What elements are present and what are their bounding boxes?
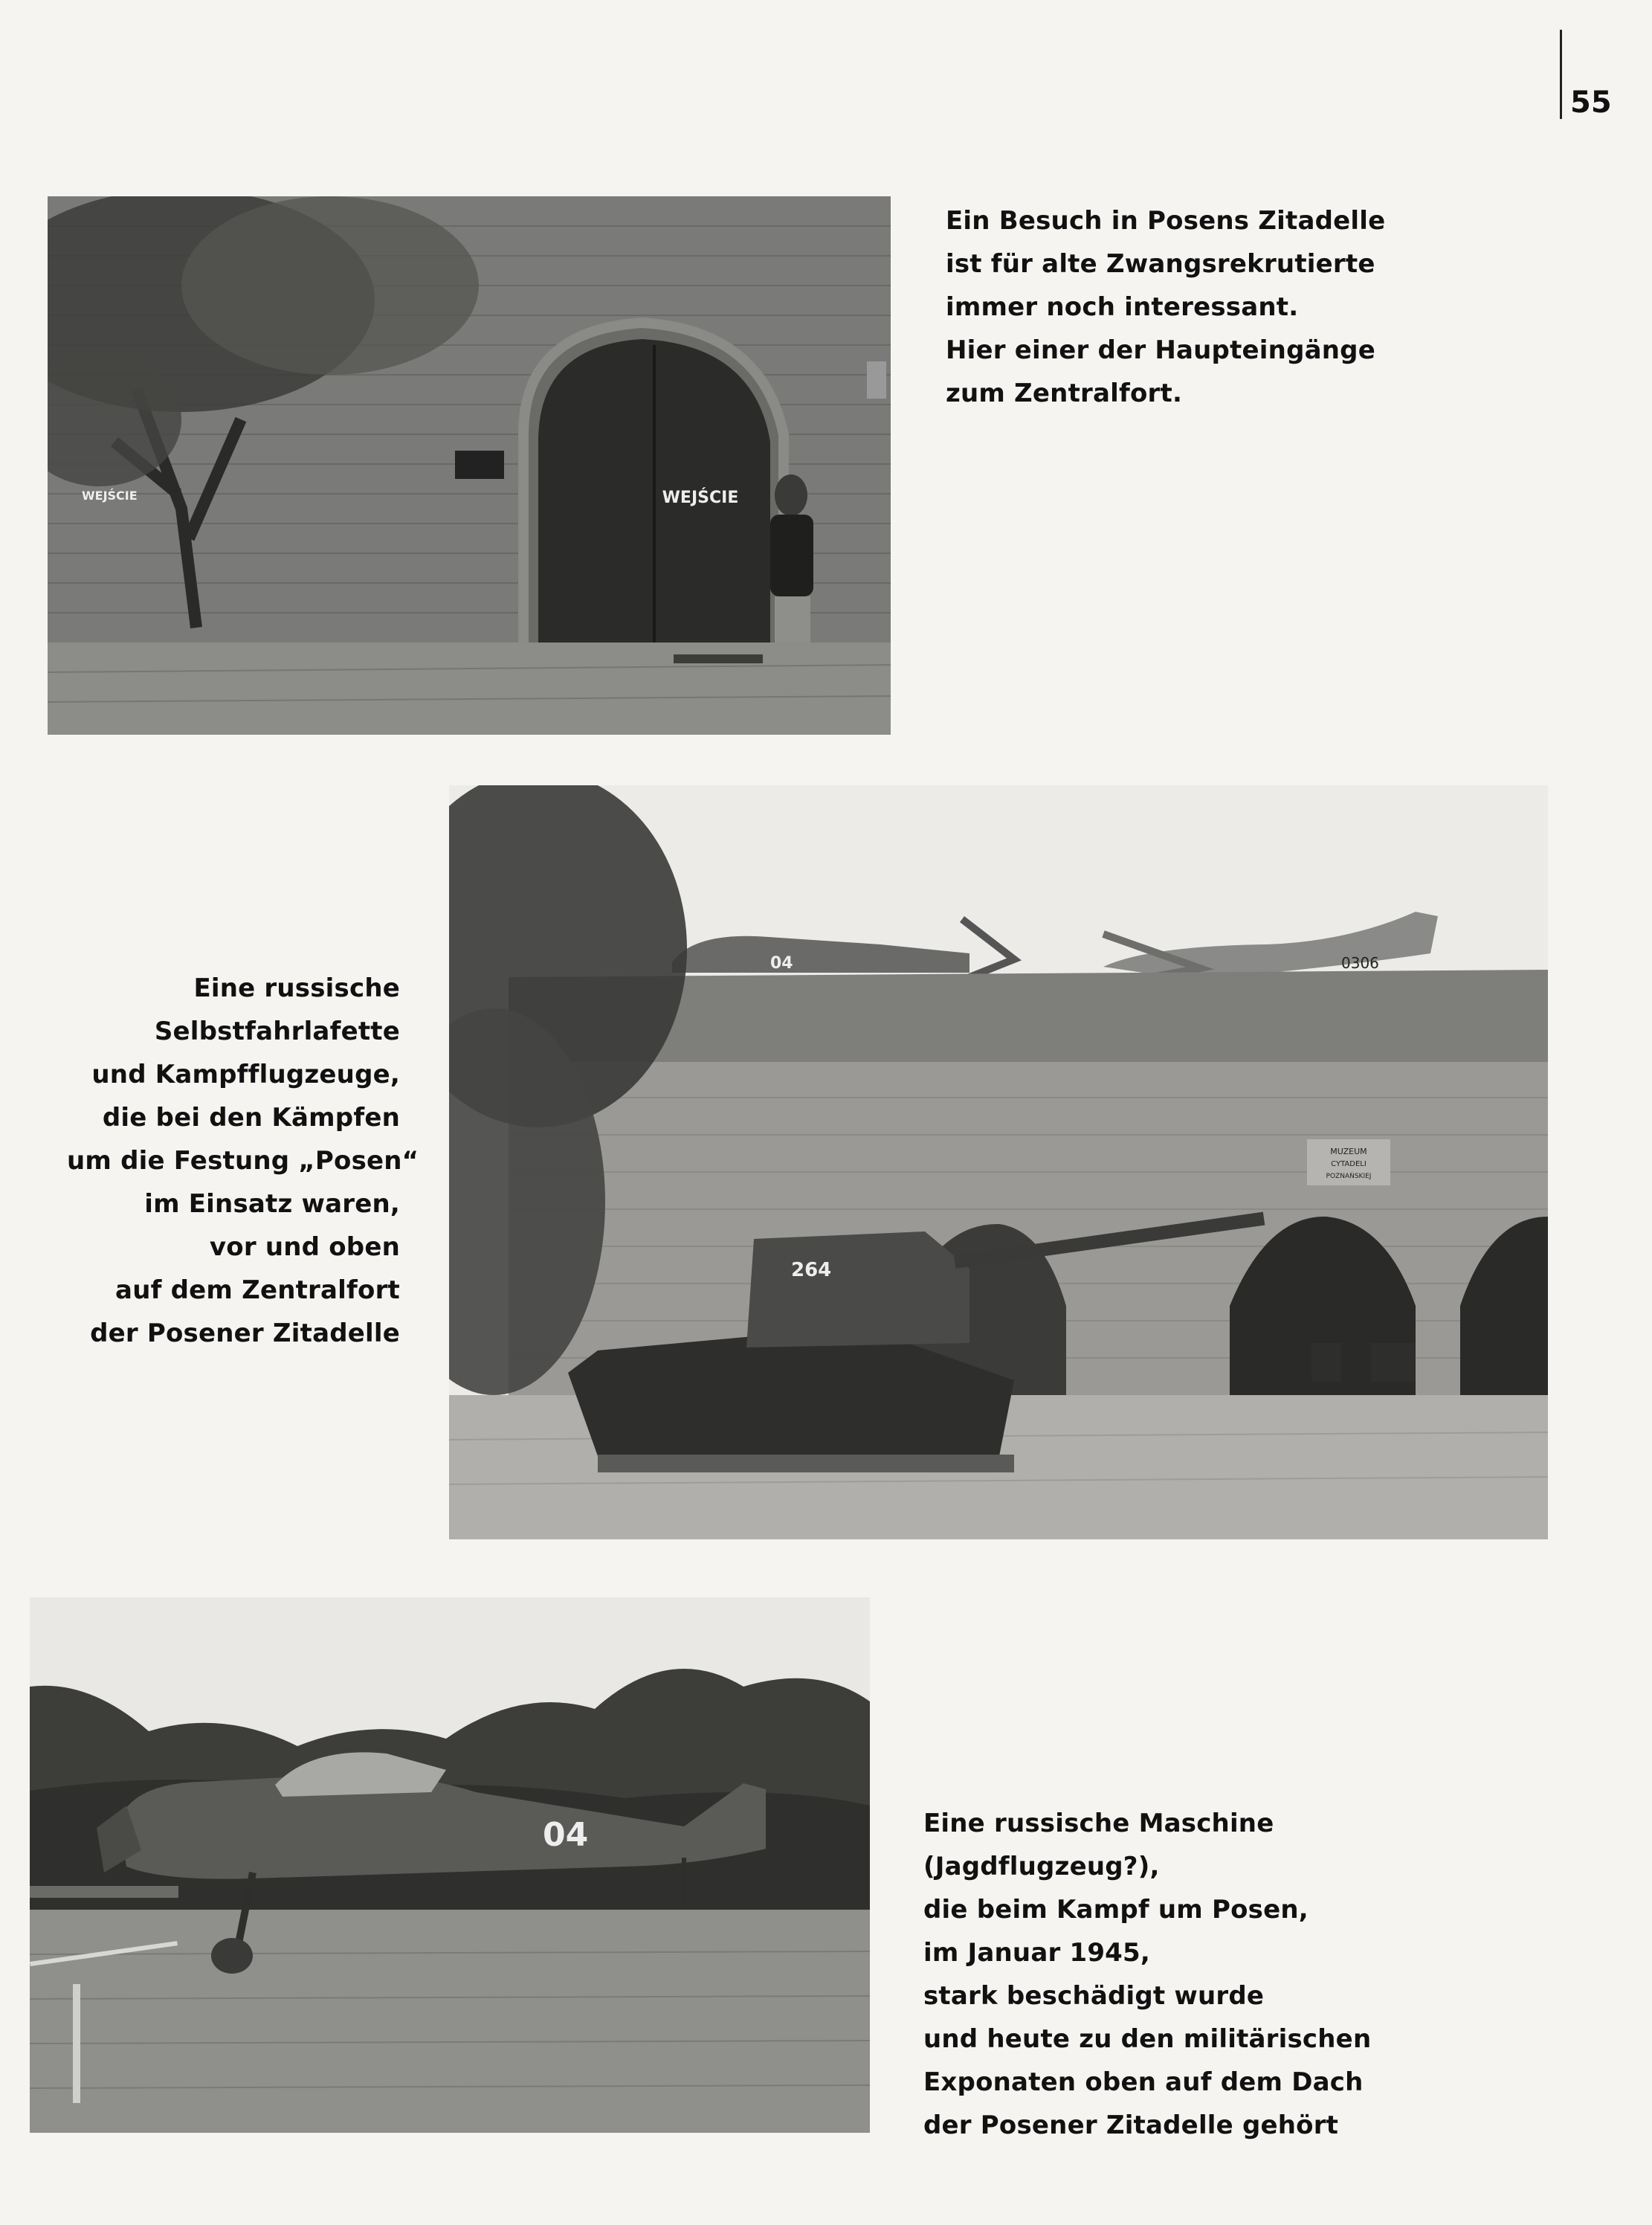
photo-damaged-aircraft bbox=[30, 1597, 870, 2133]
plane-number-right: 0306 bbox=[1341, 954, 1379, 972]
caption-line: der Posener Zitadelle gehört bbox=[923, 2110, 1339, 2140]
page-number: 55 bbox=[1570, 86, 1612, 120]
plane-number-left: 04 bbox=[770, 954, 793, 973]
photo-damaged-aircraft-image bbox=[30, 1597, 870, 2133]
caption-line: (Jagdflugzeug?), bbox=[923, 1852, 1160, 1881]
caption-tank-and-aircraft bbox=[67, 967, 419, 1355]
caption-line: um die Festung „Posen“ bbox=[67, 1146, 419, 1176]
caption-line: die bei den Kämpfen bbox=[102, 1103, 400, 1133]
tank-number: 264 bbox=[791, 1259, 832, 1281]
caption-line: Hier einer der Haupteingänge bbox=[946, 335, 1375, 365]
caption-line: immer noch interessant. bbox=[946, 292, 1299, 322]
caption-damaged-aircraft bbox=[923, 1802, 1371, 2147]
caption-line: zum Zentralfort. bbox=[946, 379, 1183, 408]
caption-line: und heute zu den militärischen bbox=[923, 2024, 1372, 2054]
caption-line: stark beschädigt wurde bbox=[923, 1981, 1265, 2011]
caption-line: Exponaten oben auf dem Dach bbox=[923, 2067, 1364, 2097]
caption-line: Ein Besuch in Posens Zitadelle bbox=[946, 206, 1386, 236]
caption-line: auf dem Zentralfort bbox=[115, 1275, 400, 1305]
caption-citadel-gate bbox=[946, 199, 1385, 415]
caption-line: ist für alte Zwangsrekrutierte bbox=[946, 249, 1375, 279]
photo-citadel-gate-image bbox=[48, 196, 891, 735]
caption-line: Selbstfahrlafette bbox=[154, 1017, 400, 1046]
photo-tank-and-aircraft bbox=[449, 785, 1548, 1539]
caption-line: vor und oben bbox=[209, 1232, 400, 1262]
door-sign: WEJŚCIE bbox=[662, 489, 739, 507]
museum-sign-line: MUZEUM bbox=[1330, 1147, 1367, 1156]
caption-line: Eine russische bbox=[193, 973, 400, 1003]
page-number-rule bbox=[1560, 30, 1562, 119]
photo-tank-and-aircraft-image bbox=[449, 785, 1548, 1539]
caption-line: im Einsatz waren, bbox=[144, 1189, 400, 1219]
caption-line: Eine russische Maschine bbox=[923, 1809, 1274, 1838]
photo-citadel-gate bbox=[48, 196, 891, 735]
wall-sign: WEJŚCIE bbox=[82, 489, 138, 503]
plane-number-bottom: 04 bbox=[543, 1816, 589, 1854]
caption-line: der Posener Zitadelle bbox=[90, 1318, 400, 1348]
museum-sign-line: CYTADELI bbox=[1331, 1160, 1367, 1168]
museum-sign-line: POZNAŃSKIEJ bbox=[1326, 1173, 1372, 1180]
caption-line: die beim Kampf um Posen, bbox=[923, 1895, 1309, 1925]
caption-line: im Januar 1945, bbox=[923, 1938, 1151, 1968]
caption-line: und Kampfflugzeuge, bbox=[91, 1060, 400, 1089]
